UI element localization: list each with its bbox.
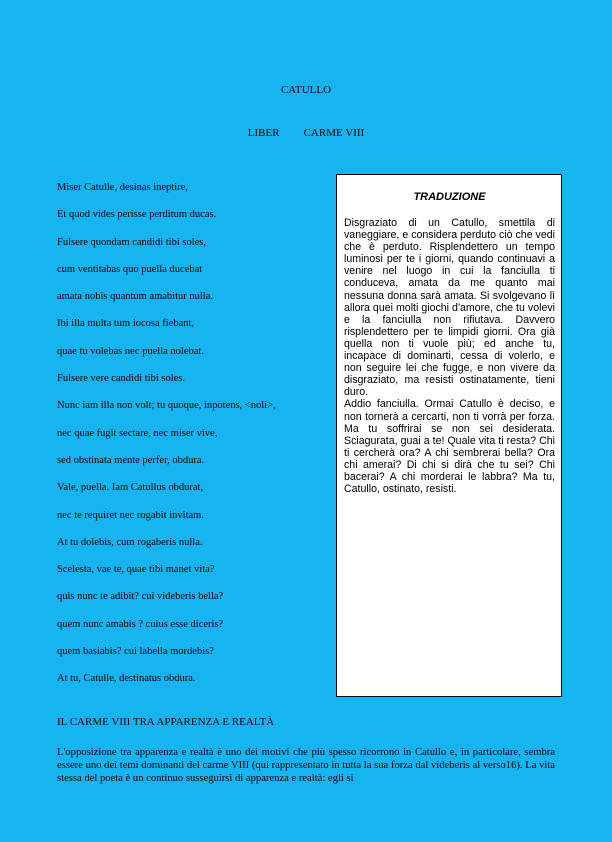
- poem-line: Miser Catulle, desinas ineptire,: [57, 182, 188, 193]
- poem-line: quem basiabis? cui labella mordebis?: [57, 646, 214, 658]
- latin-poem: [57, 181, 327, 700]
- section-heading: IL CARME VIII TRA APPARENZA E REALTÀ: [57, 716, 275, 728]
- translation-paragraph: Disgraziato di un Catullo, smettila di vaneggiare, e considera perduto ciò che vedi che è perduto. Risplendettero un tempo luminosi per te i giorni, quando continuavi a venire nel luogo in cui la fanciulla ti conduceva, amata da me quanto mai nessuna donna sarà amata. Si svolgevano lì allora quei molti giochi d'amore, che tu volevi e la fanciulla non rifiutava. Davvero risplendettero per te limpidi giorni. Ora già quella non ti vuole più; ed anche tu, incapace di dominarti, cessa di volerlo, e non seguire lei che fugge, e non vivere da disgraziato, ma resisti ostinatamente, tieni duro.: [344, 217, 555, 399]
- document-subtitle: [0, 127, 612, 139]
- poem-line: At tu, Catulle, destinatus obdura.: [57, 673, 196, 685]
- section-text: L'opposizione tra apparenza e realtà è uno dei motivi che più spesso ricorrono in Catullo e, in particolare, sembra essere uno dei temi dominanti del carme VIII (qui rappresentato in tutta la sua forza dal videberis al verso16). La vita stessa del poeta è un continuo susseguirsi di apparenza e realtà: egli si: [57, 747, 555, 785]
- translation-title: TRADUZIONE: [413, 191, 486, 203]
- document-title: CATULLO: [280, 84, 332, 96]
- translation-box: [336, 174, 562, 697]
- carme-label: CARME VIII: [303, 127, 365, 139]
- poem-line: quis nunc te adibit? cui videberis bella?: [57, 591, 224, 603]
- poem-line: Ibi illa multa tum iocosa fiebant,: [57, 318, 195, 330]
- poem-line: Fulsere vere candidi tibi soles.: [57, 373, 186, 385]
- poem-line: nec te requiret nec rogabit invitam.: [57, 509, 204, 521]
- poem-line: Nunc iam illa non volt; tu quoque, inpotens, <noli>,: [57, 400, 276, 412]
- poem-line: nec quae fugit sectare, nec miser vive,: [57, 427, 218, 439]
- poem-line: At tu dolebis, cum rogaberis nulla.: [57, 536, 203, 548]
- poem-line: Vale, puella. Iam Catullus obdurat,: [57, 482, 204, 494]
- poem-line: Et quod vides perisse perditum ducas.: [57, 209, 217, 221]
- poem-line: cum ventitabas quo puella ducebat: [57, 263, 203, 275]
- translation-paragraph: Addio fanciulla. Ormai Catullo è deciso, e non tornerà a cercarti, non ti vorrà per forza. Ma tu soffrirai se non sei desiderata. Sciagurata, guai a te! Quale vita ti resta? Chi ti cercherà ora? A chi sembrerai bella? Ora chi amerai? Di chi si dirà che tu sei? Chi bacerai? A chi morderai le labbra? Ma tu, Catullo, ostinato, resisti.: [344, 398, 555, 496]
- poem-line: Fulsere quondam candidi tibi soles,: [57, 236, 207, 248]
- poem-line: Scelesta, vae te, quae tibi manet vita?: [57, 564, 215, 576]
- poem-line: amata nobis quantum amabitur nulla.: [57, 291, 214, 303]
- poem-line: quem nunc amabis ? cuius esse diceris?: [57, 618, 224, 630]
- liber-label: LIBER: [247, 127, 280, 139]
- poem-line: sed obstinata mente perfer, obdura.: [57, 454, 205, 466]
- poem-line: quae tu volebas nec puella nolebat.: [57, 345, 204, 357]
